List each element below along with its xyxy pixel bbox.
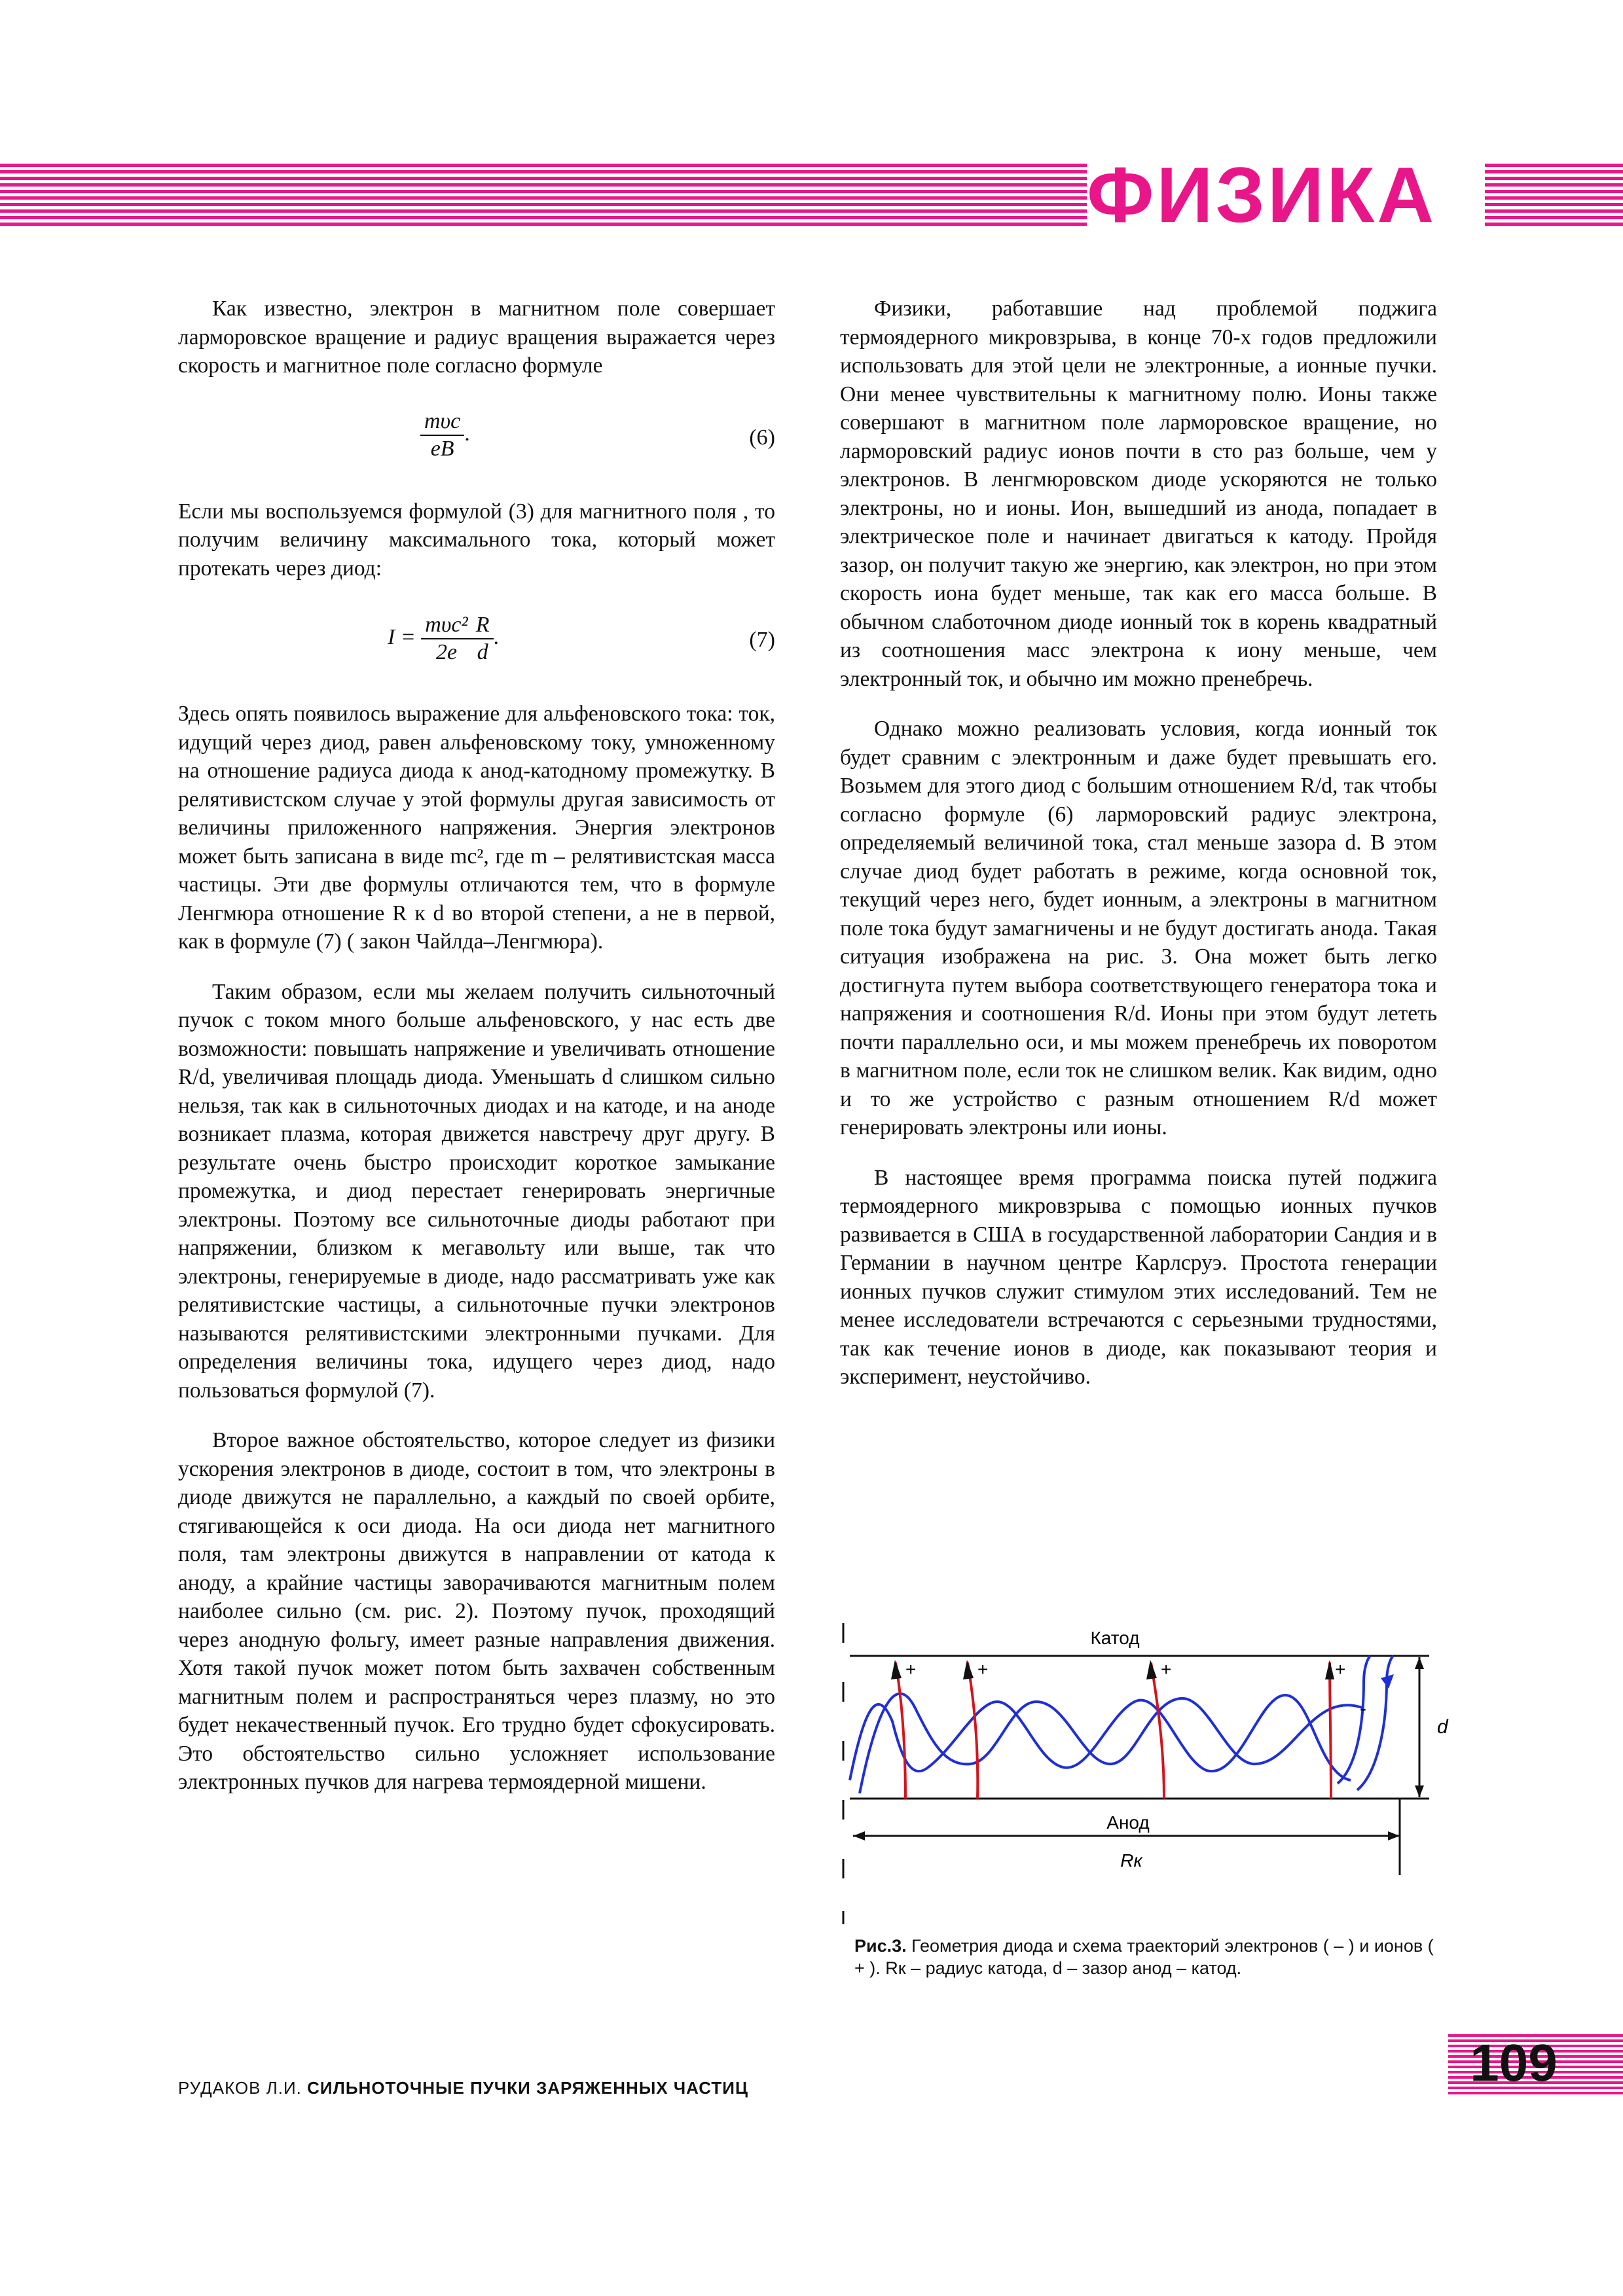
section-title: ФИЗИКА [1087, 151, 1436, 239]
figure-caption [854, 1935, 1444, 1979]
formula-7-denominator-1: 2e [435, 640, 458, 664]
running-footer [178, 2078, 748, 2098]
formula-6-numerator: mυc [420, 408, 464, 436]
figure-caption-text: Геометрия диода и схема траекторий электронов ( – ) и ионов ( + ). Rк – радиус катода, d – зазор анод – катод. [854, 1936, 1434, 1978]
left-paragraph-5: Второе важное обстоятельство, которое следует из физики ускорения электронов в диоде, состоит в том, что электроны в диоде движутся не параллельно, а каждый по своей орбите, стягивающейся к оси диода. На оси диода нет магнитного поля, там электроны движутся в направлении от катода к аноду, а крайние частицы заворачиваются магнитным полем наиболее сильно (см. рис. 2). Поэтому пучок, проходящий через анодную фольгу, имеет разные направления движения. Хотя такой пучок может потом быть захвачен собственным магнитным полем и распространяться через плазму, но это будет некачественный пучок. Его трудно будет сфокусировать. Это обстоятельство сильно усложняет использование электронных пучков для нагрева термоядерной мишени. [178, 1428, 775, 1794]
electron-trajectory [860, 1694, 1364, 1793]
radius-arrow-head-right [1388, 1831, 1400, 1840]
radius-label: Rк [1120, 1850, 1142, 1871]
formula-6-denominator: eB [430, 436, 454, 461]
anode-label: Анод [1106, 1812, 1150, 1833]
electron-trajectory [850, 1695, 1351, 1780]
right-paragraph-2: Однако можно реализовать условия, когда ионный ток будет сравним с электронным и даже будет превышать его. Возьмем для этого диод с большим отношением R/d, так чтобы согласно формуле (6) ларморовский радиус электрона, определяемый величиной тока, стал меньше зазора d. В этом случае диод будет работать в режиме, когда основной ток, текущий через него, будет ионным, а электроны в магнитном поле тока будут замагничены и не будут достигать анода. Такая ситуация изображена на рис. 3. Она может быть легко достигнута путем выбора соответствующего генератора тока и напряжения и соотношения R/d. Ионы при этом будут лететь почти параллельно оси, и мы можем пренебречь их поворотом в магнитном поле, если ток не слишком велик. Как видим, одно и то же устройство с разным отношением R/d может генерировать электроны или ионы. [840, 717, 1437, 1139]
right-paragraph-3: В настоящее время программа поиска путей поджига термоядерного микровзрыва с помощью ионных пучков развивается в США в государственной лаборатории Сандия и в Германии в научном центре Карлсруэ. Простота генерации ионных пучков служит стимулом этих исследований. Тем не менее исследователи встречаются с серьезными трудностями, так как течение ионов в диоде, как показывают теория и эксперимент, неустойчиво. [840, 1165, 1437, 1389]
ion-sign: + [1335, 1659, 1346, 1679]
formula-7-numerator-1: mυc² [421, 612, 471, 639]
electron-sign: - [1360, 1698, 1366, 1719]
ion-sign: + [977, 1659, 989, 1679]
figure-3-diagram [840, 1617, 1448, 1931]
formula-7-denominator-2: d [477, 640, 488, 664]
ion-sign: + [905, 1659, 917, 1679]
formula-7-number: (7) [749, 628, 775, 652]
ion-trajectory [896, 1662, 905, 1799]
gap-label: d [1437, 1716, 1448, 1738]
left-paragraph-4: Таким образом, если мы желаем получить сильноточный пучок с током много больше альфеновского, у нас есть две возможности: повышать напряжение и увеличивать отношение R/d, увеличивая площадь диода. Уменьшать d слишком сильно нельзя, так как в сильноточных диодах и на катоде, и на аноде возникает плазма, которая движется навстречу друг другу. В результате очень быстро происходит короткое замыкание промежутка, и диод перестает генерировать энергичные электроны. Поэтому все сильноточные диоды работают при напряжении, близком к мегавольту или выше, так что электроны, генерируемые в диоде, надо рассматривать уже как релятивистские частицы, а сильноточные пучки электронов называются релятивистскими электронными пучками. Для определения величины тока, идущего через диод, надо пользоваться формулой (7). [178, 979, 775, 1403]
formula-6 [178, 402, 775, 480]
ion-sign: + [1161, 1659, 1172, 1679]
right-paragraph-1: Физики, работавшие над проблемой поджига термоядерного микровзрыва, в конце 70-х годов предложили использовать для этой цели не электронные, а ионные пучки. Они менее чувствительны к магнитному полю. Ионы также совершают в магнитном поле ларморовское вращение, но ларморовский радиус ионов почти в сто раз больше, чем у электронов. В ленгмюровском диоде ускоряются не только электроны, но и ионы. Ион, вышедший из анода, попадает в электрическое поле и начинает двигаться к катоду. Пройдя зазор, он получит такую же энергию, как электрон, но при этом скорость иона будет меньше, так как его масса больше. В обычном слаботочном диоде ионный ток в корень квадратный из соотношения масс электрона к иону меньше, чем электронный ток, и обычно им можно пренебречь. [840, 296, 1437, 691]
figure-caption-label: Рис.3. [854, 1936, 907, 1956]
formula-6-number: (6) [749, 425, 775, 450]
formula-7 [178, 604, 775, 683]
ion-arrowhead [1325, 1660, 1334, 1679]
electron-trajectory [1357, 1656, 1393, 1790]
formula-7-lhs: I = [388, 624, 416, 649]
footer-author: РУДАКОВ Л.И. [178, 2078, 302, 2098]
header-stripes-end [1485, 164, 1623, 226]
page-number: 109 [1470, 2034, 1558, 2092]
footer-title: СИЛЬНОТОЧНЫЕ ПУЧКИ ЗАРЯЖЕННЫХ ЧАСТИЦ [307, 2078, 748, 2098]
formula-7-numerator-2: R [472, 612, 494, 639]
ion-trajectory [968, 1662, 977, 1799]
ion-trajectory [1151, 1662, 1164, 1799]
formula-6-tail: . [464, 421, 470, 446]
gap-arrow-head-top [1415, 1657, 1424, 1669]
radius-arrow-head-left [853, 1831, 865, 1840]
left-paragraph-3: Здесь опять появилось выражение для альфеновского тока: ток, идущий через диод, равен альфеновскому току, умноженному на отношение радиуса диода к анод-катодному промежутку. В релятивистском случае у этой формулы другая зависимость от величины приложенного напряжения. Энергия электронов может быть записана в виде mc², где m – релятивистская масса частицы. Эти две формулы отличаются тем, что в формуле Ленгмюра отношение R к d во второй степени, а не в первой, как в формуле (7) ( закон Чайлда–Ленгмюра). [178, 702, 775, 954]
gap-arrow-head-bottom [1415, 1785, 1424, 1797]
left-paragraph-2: Если мы воспользуемся формулой (3) для магнитного поля , то получим величину максимального тока, который может протекать через диод: [178, 499, 775, 581]
cathode-label: Катод [1090, 1628, 1140, 1648]
header-stripes [0, 164, 1087, 226]
electron-arrowhead [1381, 1674, 1394, 1689]
right-column [840, 295, 1437, 1413]
formula-7-tail: . [493, 624, 499, 649]
left-paragraph-1: Как известно, электрон в магнитном поле совершает ларморовское вращение и радиус вращения выражается через скорость и магнитное поле согласно формуле [178, 296, 775, 378]
ion-trajectory [1330, 1662, 1331, 1799]
left-column [178, 295, 775, 1818]
